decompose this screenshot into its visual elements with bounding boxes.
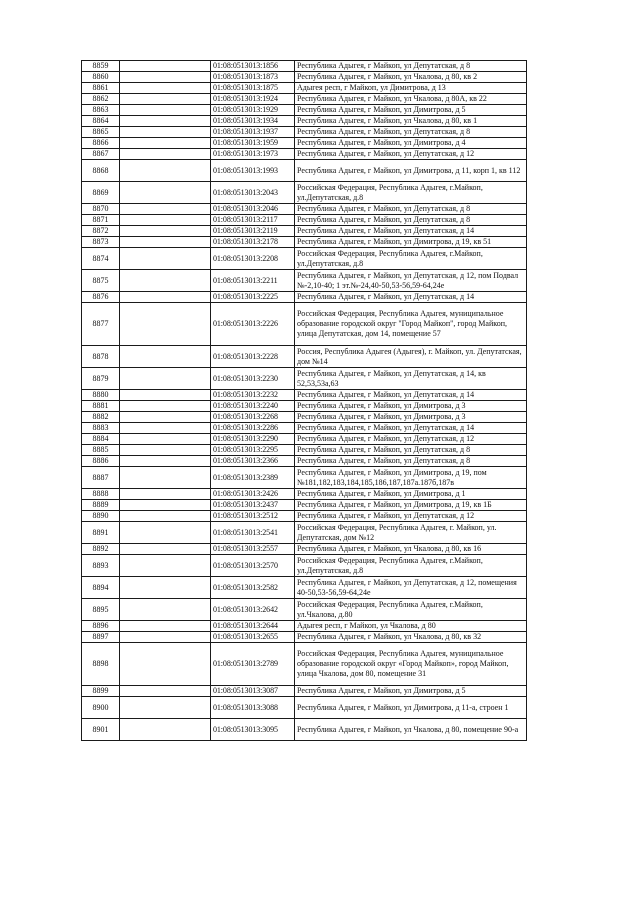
cadastral-number-cell: 01:08:0513013:2541 <box>211 522 295 544</box>
address-cell: Россия, Республика Адыгея (Адыгея), г. Майкоп, ул. Депутатская, дом №14 <box>295 346 527 368</box>
table-row <box>82 489 527 500</box>
address-cell: Республика Адыгея, г Майкоп, ул Депутатская, д 14 <box>295 390 527 401</box>
table-row <box>82 105 527 116</box>
row-number-cell: 8873 <box>82 237 120 248</box>
cadastral-number-cell: 01:08:0513013:1937 <box>211 127 295 138</box>
empty-cell <box>120 719 211 741</box>
row-number-cell: 8865 <box>82 127 120 138</box>
row-number-cell: 8898 <box>82 643 120 686</box>
table-row <box>82 544 527 555</box>
address-cell: Республика Адыгея, г Майкоп, ул Депутатская, д 8 <box>295 61 527 72</box>
empty-cell <box>120 467 211 489</box>
cadastral-number-cell: 01:08:0513013:3095 <box>211 719 295 741</box>
empty-cell <box>120 390 211 401</box>
cadastral-number-cell: 01:08:0513013:1934 <box>211 116 295 127</box>
row-number-cell: 8889 <box>82 500 120 511</box>
table-row <box>82 94 527 105</box>
address-cell: Республика Адыгея, г Майкоп, ул Димитрова, д 19, кв 1Б <box>295 500 527 511</box>
row-number-cell: 8870 <box>82 204 120 215</box>
cadastral-number-cell: 01:08:0513013:1856 <box>211 61 295 72</box>
cadastral-number-cell: 01:08:0513013:2582 <box>211 577 295 599</box>
cadastral-number-cell: 01:08:0513013:2789 <box>211 643 295 686</box>
address-cell: Республика Адыгея, г Майкоп, ул Чкалова, д 80А, кв 22 <box>295 94 527 105</box>
address-cell: Адыгея респ, г Майкоп, ул Димитрова, д 13 <box>295 83 527 94</box>
empty-cell <box>120 456 211 467</box>
table-row <box>82 434 527 445</box>
row-number-cell: 8862 <box>82 94 120 105</box>
empty-cell <box>120 632 211 643</box>
table-row <box>82 303 527 346</box>
address-cell: Республика Адыгея, г Майкоп, ул Депутатская, д 14 <box>295 226 527 237</box>
empty-cell <box>120 83 211 94</box>
address-cell: Республика Адыгея, г Майкоп, ул Чкалова, д 80, кв 16 <box>295 544 527 555</box>
table-row <box>82 346 527 368</box>
cadastral-number-cell: 01:08:0513013:2426 <box>211 489 295 500</box>
row-number-cell: 8891 <box>82 522 120 544</box>
empty-cell <box>120 160 211 182</box>
empty-cell <box>120 237 211 248</box>
row-number-cell: 8871 <box>82 215 120 226</box>
table-row <box>82 577 527 599</box>
address-cell: Российская Федерация, Республика Адыгея, г.Майкоп, ул.Чкалова, д.80 <box>295 599 527 621</box>
empty-cell <box>120 116 211 127</box>
empty-cell <box>120 72 211 83</box>
row-number-cell: 8868 <box>82 160 120 182</box>
table-row <box>82 368 527 390</box>
cadastral-number-cell: 01:08:0513013:2226 <box>211 303 295 346</box>
address-cell: Российская Федерация, Республика Адыгея, г.Майкоп, ул.Депутатская, д.8 <box>295 182 527 204</box>
address-cell: Республика Адыгея, г Майкоп, ул Депутатская, д 14, кв 52,53,53а,63 <box>295 368 527 390</box>
empty-cell <box>120 599 211 621</box>
row-number-cell: 8861 <box>82 83 120 94</box>
cadastral-number-cell: 01:08:0513013:2366 <box>211 456 295 467</box>
row-number-cell: 8887 <box>82 467 120 489</box>
empty-cell <box>120 226 211 237</box>
cadastral-number-cell: 01:08:0513013:2644 <box>211 621 295 632</box>
address-cell: Российская Федерация, Республика Адыгея, г.Майкоп, ул.Депутатская, д.8 <box>295 555 527 577</box>
cadastral-number-cell: 01:08:0513013:2570 <box>211 555 295 577</box>
empty-cell <box>120 401 211 412</box>
address-cell: Республика Адыгея, г Майкоп, ул Депутатская, д 14 <box>295 292 527 303</box>
row-number-cell: 8888 <box>82 489 120 500</box>
table-row <box>82 719 527 741</box>
row-number-cell: 8895 <box>82 599 120 621</box>
cadastral-number-cell: 01:08:0513013:2268 <box>211 412 295 423</box>
cadastral-number-cell: 01:08:0513013:2655 <box>211 632 295 643</box>
empty-cell <box>120 127 211 138</box>
table-row <box>82 445 527 456</box>
table-row <box>82 390 527 401</box>
address-cell: Республика Адыгея, г Майкоп, ул Димитрова, д 1 <box>295 489 527 500</box>
row-number-cell: 8879 <box>82 368 120 390</box>
table-row <box>82 72 527 83</box>
address-cell: Российская Федерация, Республика Адыгея, муниципальное образование городской округ «Город Майкоп», город Майкоп, улица Чкалова, дом 80, помещение 31 <box>295 643 527 686</box>
table-row <box>82 182 527 204</box>
table-row <box>82 204 527 215</box>
table-row <box>82 467 527 489</box>
address-cell: Республика Адыгея, г Майкоп, ул Депутатская, д 8 <box>295 215 527 226</box>
empty-cell <box>120 445 211 456</box>
cadastral-number-cell: 01:08:0513013:1875 <box>211 83 295 94</box>
row-number-cell: 8872 <box>82 226 120 237</box>
cadastral-number-cell: 01:08:0513013:2290 <box>211 434 295 445</box>
cadastral-number-cell: 01:08:0513013:1924 <box>211 94 295 105</box>
empty-cell <box>120 94 211 105</box>
empty-cell <box>120 346 211 368</box>
empty-cell <box>120 412 211 423</box>
table-row <box>82 149 527 160</box>
empty-cell <box>120 621 211 632</box>
row-number-cell: 8867 <box>82 149 120 160</box>
address-cell: Республика Адыгея, г Майкоп, ул Димитрова, д 11-а, строен 1 <box>295 697 527 719</box>
empty-cell <box>120 215 211 226</box>
row-number-cell: 8894 <box>82 577 120 599</box>
address-cell: Республика Адыгея, г Майкоп, ул Депутатская, д 12, пом Подвал №-2,10-40; 1 эт.№-24,40-50,53-56,59-64,24е <box>295 270 527 292</box>
table-row <box>82 555 527 577</box>
cadastral-number-cell: 01:08:0513013:3088 <box>211 697 295 719</box>
empty-cell <box>120 303 211 346</box>
empty-cell <box>120 204 211 215</box>
cadastral-number-cell: 01:08:0513013:2240 <box>211 401 295 412</box>
table-body <box>82 61 527 741</box>
cadastral-number-cell: 01:08:0513013:2225 <box>211 292 295 303</box>
row-number-cell: 8890 <box>82 511 120 522</box>
cadastral-number-cell: 01:08:0513013:2286 <box>211 423 295 434</box>
row-number-cell: 8900 <box>82 697 120 719</box>
empty-cell <box>120 105 211 116</box>
cadastral-number-cell: 01:08:0513013:2230 <box>211 368 295 390</box>
empty-cell <box>120 697 211 719</box>
address-cell: Республика Адыгея, г Майкоп, ул Депутатская, д 8 <box>295 204 527 215</box>
table-row <box>82 226 527 237</box>
cadastral-number-cell: 01:08:0513013:2389 <box>211 467 295 489</box>
table-row <box>82 116 527 127</box>
cadastral-number-cell: 01:08:0513013:2178 <box>211 237 295 248</box>
table-row <box>82 127 527 138</box>
row-number-cell: 8876 <box>82 292 120 303</box>
cadastral-number-cell: 01:08:0513013:2295 <box>211 445 295 456</box>
cadastral-number-cell: 01:08:0513013:2046 <box>211 204 295 215</box>
table-row <box>82 138 527 149</box>
row-number-cell: 8860 <box>82 72 120 83</box>
cadastral-number-cell: 01:08:0513013:2228 <box>211 346 295 368</box>
table-row <box>82 643 527 686</box>
address-cell: Республика Адыгея, г Майкоп, ул Чкалова, д 80, кв 1 <box>295 116 527 127</box>
address-cell: Республика Адыгея, г Майкоп, ул Депутатская, д 12 <box>295 434 527 445</box>
table-row <box>82 83 527 94</box>
table-row <box>82 522 527 544</box>
empty-cell <box>120 489 211 500</box>
empty-cell <box>120 61 211 72</box>
table-row <box>82 401 527 412</box>
empty-cell <box>120 423 211 434</box>
address-cell: Республика Адыгея, г Майкоп, ул Димитрова, д 19, пом №181,182,183,184,185,186,187,187а.187б,187в <box>295 467 527 489</box>
address-cell: Адыгея респ, г Майкоп, ул Чкалова, д 80 <box>295 621 527 632</box>
row-number-cell: 8866 <box>82 138 120 149</box>
table-row <box>82 456 527 467</box>
row-number-cell: 8877 <box>82 303 120 346</box>
cadastral-number-cell: 01:08:0513013:1873 <box>211 72 295 83</box>
cadastral-number-cell: 01:08:0513013:2119 <box>211 226 295 237</box>
cadastral-number-cell: 01:08:0513013:3087 <box>211 686 295 697</box>
empty-cell <box>120 686 211 697</box>
address-cell: Российская Федерация, Республика Адыгея, муниципальное образование городской округ "Город Майкоп", город Майкоп, улица Депутатская, дом 14, помещение 57 <box>295 303 527 346</box>
address-cell: Республика Адыгея, г Майкоп, ул Депутатская, д 12 <box>295 149 527 160</box>
row-number-cell: 8892 <box>82 544 120 555</box>
row-number-cell: 8863 <box>82 105 120 116</box>
address-cell: Республика Адыгея, г Майкоп, ул Депутатская, д 8 <box>295 445 527 456</box>
empty-cell <box>120 577 211 599</box>
empty-cell <box>120 500 211 511</box>
cadastral-number-cell: 01:08:0513013:2642 <box>211 599 295 621</box>
address-cell: Республика Адыгея, г Майкоп, ул Чкалова, д 80, помещение 90-а <box>295 719 527 741</box>
address-cell: Республика Адыгея, г Майкоп, ул Депутатская, д 12, помещения 40-50,53-56,59-64,24е <box>295 577 527 599</box>
table-row <box>82 292 527 303</box>
empty-cell <box>120 149 211 160</box>
row-number-cell: 8882 <box>82 412 120 423</box>
address-cell: Российская Федерация, Республика Адыгея, г.Майкоп, ул.Депутатская, д.8 <box>295 248 527 270</box>
table-row <box>82 215 527 226</box>
row-number-cell: 8884 <box>82 434 120 445</box>
address-cell: Республика Адыгея, г Майкоп, ул Депутатская, д 8 <box>295 456 527 467</box>
table-row <box>82 237 527 248</box>
empty-cell <box>120 138 211 149</box>
cadastral-number-cell: 01:08:0513013:2117 <box>211 215 295 226</box>
address-cell: Республика Адыгея, г Майкоп, ул Депутатская, д 8 <box>295 127 527 138</box>
cadastral-number-cell: 01:08:0513013:1973 <box>211 149 295 160</box>
cadastral-number-cell: 01:08:0513013:1929 <box>211 105 295 116</box>
table-row <box>82 412 527 423</box>
cadastral-number-cell: 01:08:0513013:1993 <box>211 160 295 182</box>
cadastral-number-cell: 01:08:0513013:2211 <box>211 270 295 292</box>
cadastral-number-cell: 01:08:0513013:2512 <box>211 511 295 522</box>
row-number-cell: 8859 <box>82 61 120 72</box>
address-cell: Республика Адыгея, г Майкоп, ул Димитрова, д 5 <box>295 686 527 697</box>
row-number-cell: 8878 <box>82 346 120 368</box>
row-number-cell: 8899 <box>82 686 120 697</box>
address-cell: Республика Адыгея, г Майкоп, ул Димитрова, д 5 <box>295 105 527 116</box>
row-number-cell: 8886 <box>82 456 120 467</box>
empty-cell <box>120 292 211 303</box>
empty-cell <box>120 555 211 577</box>
row-number-cell: 8874 <box>82 248 120 270</box>
address-cell: Республика Адыгея, г Майкоп, ул Димитрова, д 4 <box>295 138 527 149</box>
address-cell: Республика Адыгея, г Майкоп, ул Димитрова, д 11, корп 1, кв 112 <box>295 160 527 182</box>
empty-cell <box>120 368 211 390</box>
table-row <box>82 270 527 292</box>
table-row <box>82 621 527 632</box>
table-row <box>82 599 527 621</box>
table-row <box>82 61 527 72</box>
row-number-cell: 8897 <box>82 632 120 643</box>
empty-cell <box>120 544 211 555</box>
address-cell: Республика Адыгея, г Майкоп, ул Чкалова, д 80, кв 2 <box>295 72 527 83</box>
empty-cell <box>120 270 211 292</box>
address-cell: Российская Федерация, Республика Адыгея, г. Майкоп, ул. Депутатская, дом №12 <box>295 522 527 544</box>
table-row <box>82 248 527 270</box>
row-number-cell: 8864 <box>82 116 120 127</box>
cadastral-register-table <box>81 60 527 741</box>
table-row <box>82 632 527 643</box>
empty-cell <box>120 434 211 445</box>
row-number-cell: 8885 <box>82 445 120 456</box>
table-row <box>82 697 527 719</box>
cadastral-number-cell: 01:08:0513013:2043 <box>211 182 295 204</box>
table-row <box>82 500 527 511</box>
row-number-cell: 8883 <box>82 423 120 434</box>
table-row <box>82 160 527 182</box>
address-cell: Республика Адыгея, г Майкоп, ул Депутатская, д 12 <box>295 511 527 522</box>
table-row <box>82 511 527 522</box>
row-number-cell: 8901 <box>82 719 120 741</box>
row-number-cell: 8893 <box>82 555 120 577</box>
table-row <box>82 423 527 434</box>
address-cell: Республика Адыгея, г Майкоп, ул Чкалова, д 80, кв 32 <box>295 632 527 643</box>
empty-cell <box>120 182 211 204</box>
address-cell: Республика Адыгея, г Майкоп, ул Димитрова, д 19, кв 51 <box>295 237 527 248</box>
address-cell: Республика Адыгея, г Майкоп, ул Димитрова, д 3 <box>295 412 527 423</box>
empty-cell <box>120 522 211 544</box>
cadastral-number-cell: 01:08:0513013:2557 <box>211 544 295 555</box>
empty-cell <box>120 643 211 686</box>
row-number-cell: 8881 <box>82 401 120 412</box>
cadastral-number-cell: 01:08:0513013:2437 <box>211 500 295 511</box>
cadastral-number-cell: 01:08:0513013:1959 <box>211 138 295 149</box>
address-cell: Республика Адыгея, г Майкоп, ул Димитрова, д 3 <box>295 401 527 412</box>
row-number-cell: 8869 <box>82 182 120 204</box>
table-row <box>82 686 527 697</box>
row-number-cell: 8880 <box>82 390 120 401</box>
row-number-cell: 8875 <box>82 270 120 292</box>
cadastral-number-cell: 01:08:0513013:2232 <box>211 390 295 401</box>
address-cell: Республика Адыгея, г Майкоп, ул Депутатская, д 14 <box>295 423 527 434</box>
row-number-cell: 8896 <box>82 621 120 632</box>
empty-cell <box>120 248 211 270</box>
empty-cell <box>120 511 211 522</box>
cadastral-number-cell: 01:08:0513013:2208 <box>211 248 295 270</box>
